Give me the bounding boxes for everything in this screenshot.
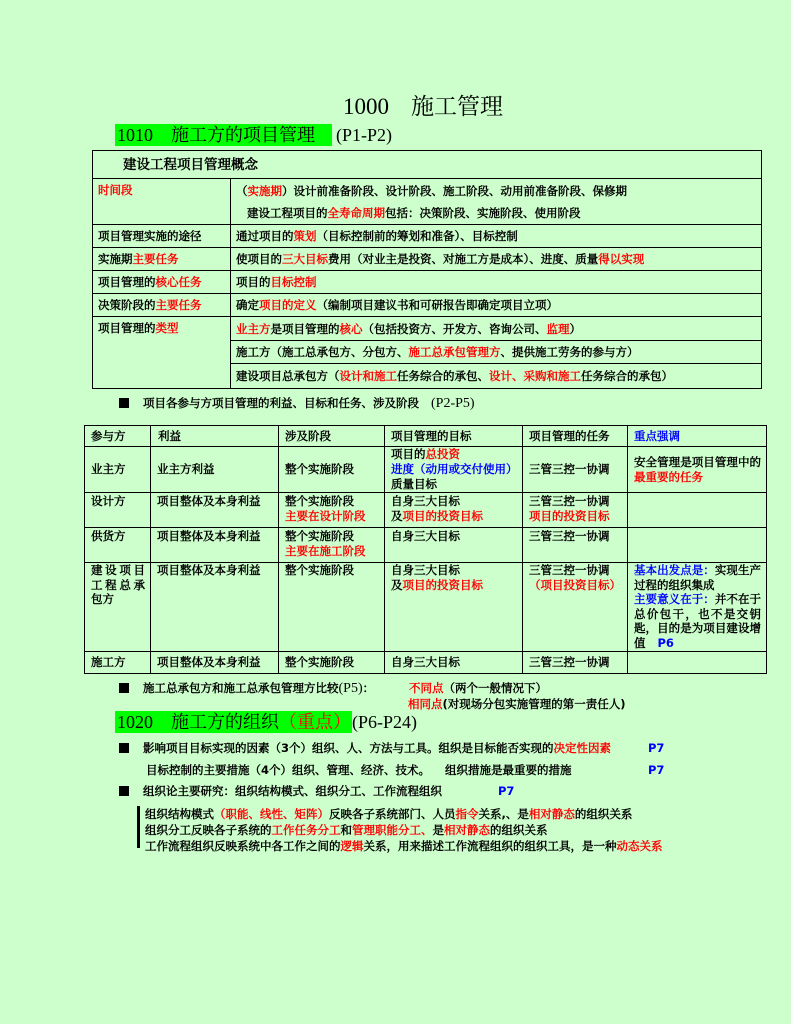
cell-task [523, 563, 628, 652]
header-goal: 项目管理的目标 [385, 426, 523, 447]
text-run: 施工方（施工总承包方、分包方、 [236, 345, 409, 359]
section-1010-number: 1010 [117, 125, 153, 145]
participant-row [85, 651, 767, 673]
cell-party [85, 447, 151, 493]
section-1020-number: 1020 [117, 712, 153, 732]
cell-task [523, 447, 628, 493]
text-run: （两个一般情况下） [443, 681, 547, 695]
text-run: 项目的 [236, 275, 271, 289]
text-run: 工作任务分工 [271, 823, 341, 837]
cell-line: 项目整体及本身利益 [157, 654, 261, 669]
factors-bullet [119, 740, 611, 756]
concept-table [92, 150, 762, 389]
header-interest: 利益 [151, 426, 279, 447]
text-run: P6 [657, 635, 674, 650]
text-run: 建设工程项目的 [247, 205, 328, 220]
cell-line: 项目整体及本身利益 [157, 529, 261, 543]
header-emphasis: 重点强调 [628, 426, 767, 447]
bullet-icon [119, 743, 129, 753]
decision-task-row [93, 294, 762, 317]
org-theory-page-ref: P7 [498, 784, 515, 798]
text-run: 主要任务 [155, 298, 202, 312]
text-run: 项目的投资目标 [529, 509, 610, 523]
org-theory-bullet [119, 783, 442, 799]
cell-line [391, 462, 517, 477]
cell-interest [151, 563, 279, 652]
implementation-period-line [236, 180, 761, 202]
text-run: 类型 [155, 321, 179, 335]
implementation-task-row [93, 248, 762, 271]
implementation-task-label [93, 248, 231, 271]
text-run: 包括：决策阶段、实施阶段、使用阶段 [385, 205, 581, 220]
header-stage: 涉及阶段 [279, 426, 385, 447]
bullet-icon [119, 786, 129, 796]
section-1010-title: 施工方的项目管理 [171, 125, 315, 145]
text-run: 三大目标 [282, 252, 328, 266]
decision-task-value [231, 294, 762, 317]
section-1010-pages: (P1-P2) [336, 125, 393, 145]
cell-line: 自身三大目标 [391, 563, 460, 577]
core-task-label [93, 271, 231, 294]
cell-emphasis [628, 493, 767, 528]
types-row [93, 317, 762, 341]
cell-line: 自身三大目标 [391, 494, 460, 508]
approach-value [231, 225, 762, 248]
cell-line [529, 578, 622, 593]
text-run: 实施期 [98, 252, 133, 266]
participants-table [84, 425, 767, 674]
text-run: 确定 [236, 298, 259, 312]
cell-party [85, 563, 151, 652]
cell-emphasis [628, 528, 767, 563]
type-owner [231, 317, 762, 341]
cell-party [85, 493, 151, 528]
text-run: 组织结构模式 [145, 807, 214, 821]
cell-stage [279, 493, 385, 528]
concept-table-header: 建设工程项目管理概念 [93, 151, 762, 179]
text-run: 通过项目的 [236, 229, 294, 243]
text-run: 动态关系 [616, 839, 663, 853]
text-run: 项目的定义 [259, 298, 317, 312]
cell-line: 整个实施阶段 [285, 563, 354, 577]
page-title-number: 1000 [343, 94, 389, 119]
cell-line: 三管三控一协调 [529, 654, 610, 669]
cell-line: 供货方 [91, 529, 126, 543]
control-measures-page-ref: P7 [648, 763, 665, 777]
text-run: ）设计前准备阶段、设计阶段、施工阶段、动用前准备阶段、保修期 [282, 183, 627, 198]
control-measures-text: 目标控制的主要措施（4个）组织、管理、经济、技术。 [146, 763, 430, 777]
org-details-bar [137, 806, 140, 848]
text-run: 任务综合的承包） [581, 369, 673, 383]
cell-line [634, 592, 761, 650]
text-run: 项目的投资目标 [402, 509, 483, 523]
text-run: 基本出发点是： [634, 563, 715, 577]
text-run: 决定性因素 [553, 741, 611, 755]
text-run: ： [362, 681, 375, 695]
text-run: 使项目的 [236, 252, 282, 266]
concept-table-body [93, 151, 762, 389]
cell-line [634, 455, 761, 485]
page-title-text: 施工管理 [411, 94, 503, 119]
types-label [93, 317, 231, 389]
text-run: 施工总承包管理方 [408, 345, 501, 359]
factors-text [143, 741, 611, 755]
org-division-line [145, 822, 548, 838]
text-run: (P5) [338, 681, 363, 696]
cell-line [391, 578, 517, 593]
cell-line [529, 509, 622, 524]
implementation-task-value [231, 248, 762, 271]
text-run: 反映各子系统部门、人员 [329, 807, 456, 821]
text-run: 项目管理的 [98, 321, 156, 335]
text-run: 并不在于总价包干，也不是交钥匙，目的是为项目建设增值 [634, 592, 762, 650]
text-run: （职能、线性、矩阵） [214, 807, 329, 821]
section-1010-highlight [115, 124, 332, 146]
text-run: 相同点 [408, 697, 443, 711]
participants-header-row [85, 426, 767, 447]
text-run: 项目的投资目标 [402, 577, 483, 592]
text-run: 影响项目目标实现的因素（3个）组织、人、方法与工具。组织是目标能否实现的 [143, 741, 554, 755]
text-run: 及 [391, 509, 403, 523]
bullet-icon [119, 398, 129, 408]
participant-row [85, 493, 767, 528]
text-run: 不同点 [409, 681, 444, 695]
participants-bullet-pages: (P2-P5) [431, 396, 475, 411]
cell-line: 三管三控一协调 [529, 529, 610, 543]
lifecycle-line [236, 202, 761, 224]
text-run: 和 [340, 823, 352, 837]
cell-line: 施工方 [91, 654, 126, 669]
participant-row [85, 528, 767, 563]
text-run: 指令 [455, 807, 479, 821]
cell-line: 质量目标 [391, 477, 437, 491]
org-theory-text: 组织论主要研究：组织结构模式、组织分工、工作流程组织 [143, 784, 442, 798]
cell-stage [279, 651, 385, 673]
cell-stage [279, 528, 385, 563]
cell-line [634, 563, 761, 592]
cell-line [391, 447, 517, 462]
text-run: 及 [391, 577, 403, 592]
section-1020-heading [115, 711, 417, 733]
text-run: （编制项目建议书和可研报告即确定项目立项） [316, 298, 558, 312]
text-run: 关系，用来描述工作流程组织的组织工具，是一种 [363, 839, 617, 853]
text-run: 主要意义在于： [634, 592, 715, 607]
type-contractor [231, 341, 762, 364]
text-run: 逻辑 [340, 839, 364, 853]
comparison-similarity [408, 696, 626, 712]
comparison-difference [409, 680, 547, 696]
text-run: 监理 [546, 321, 570, 336]
text-run: 关系,、是 [478, 807, 529, 821]
period-value [231, 179, 762, 225]
concept-header-row [93, 151, 762, 179]
text-run: 设计和施工 [339, 369, 397, 383]
cell-line [285, 509, 379, 524]
text-run: 施工总承包方和施工总承包管理方比较 [143, 681, 339, 695]
text-run: 主要在施工阶段 [285, 544, 366, 558]
participants-table-body [85, 447, 767, 674]
text-run: 得以实现 [598, 252, 645, 266]
cell-task [523, 493, 628, 528]
cell-line [285, 544, 379, 559]
comparison-text [143, 681, 374, 695]
text-run: 决策阶段的 [98, 298, 156, 312]
text-run: 费用（对业主是投资、对施工方是成本）、进度、质量 [328, 252, 599, 266]
text-run: 目标控制 [270, 275, 317, 289]
text-run: 建设项目总承包方（ [236, 369, 340, 383]
core-task-value [231, 271, 762, 294]
workflow-line [145, 838, 663, 854]
text-run: 核心 [339, 321, 363, 336]
cell-party [85, 651, 151, 673]
cell-line: 项目整体及本身利益 [157, 494, 261, 508]
text-run: 设计、采购和施工 [489, 369, 581, 383]
cell-goal [385, 493, 523, 528]
text-run: 的组织关系 [490, 823, 548, 837]
core-task-row [93, 271, 762, 294]
cell-interest [151, 651, 279, 673]
approach-row [93, 225, 762, 248]
cell-line: 三管三控一协调 [529, 563, 610, 577]
factors-page-ref: P7 [648, 741, 665, 755]
type-general-contractor [231, 364, 762, 389]
text-run: 管理职能分工、 [352, 823, 433, 837]
cell-line: 项目整体及本身利益 [157, 563, 261, 577]
text-run: 时间段 [98, 183, 133, 197]
cell-interest [151, 528, 279, 563]
approach-label [93, 225, 231, 248]
header-task: 项目管理的任务 [523, 426, 628, 447]
section-1020-pages: (P6-P24) [352, 712, 418, 732]
text-run: 项目管理的 [98, 275, 156, 289]
text-run: 安全管理是项目管理中的 [634, 454, 761, 469]
cell-line: 建设项目工程总承包方 [91, 563, 145, 607]
text-run: 是 [432, 823, 444, 837]
cell-stage [279, 563, 385, 652]
org-structure-line [145, 806, 632, 822]
text-run: 总投资 [425, 447, 460, 461]
period-label [93, 179, 231, 225]
cell-task [523, 651, 628, 673]
cell-line: 自身三大目标 [391, 654, 460, 669]
text-run: 主要任务 [132, 252, 179, 266]
text-run: 相对静态 [528, 807, 575, 821]
cell-line: 整个实施阶段 [285, 654, 354, 669]
cell-emphasis [628, 651, 767, 673]
cell-goal [385, 651, 523, 673]
section-1010-heading [115, 124, 392, 146]
comparison-bullet [119, 680, 374, 696]
text-run: 核心任务 [155, 275, 202, 289]
text-run: 全寿命周期 [327, 205, 385, 220]
bullet-icon [119, 683, 129, 693]
text-run: ） [569, 321, 581, 336]
text-run: 相对静态 [444, 823, 490, 837]
cell-goal [385, 447, 523, 493]
page-title [343, 92, 503, 122]
text-run: 策划 [293, 229, 317, 243]
cell-party [85, 528, 151, 563]
cell-interest [151, 447, 279, 493]
cell-emphasis [628, 447, 767, 493]
text-run: （目标控制前的筹划和准备）、目标控制 [316, 229, 518, 243]
text-run: 项目的 [391, 447, 426, 461]
text-run: 项目管理实施的途径 [98, 229, 202, 243]
participants-bullet-text: 项目各参与方项目管理的利益、目标和任务、涉及阶段 [143, 396, 419, 410]
cell-task [523, 528, 628, 563]
control-measures-note: 组织措施是最重要的措施 [445, 763, 572, 777]
text-run: 、提供施工劳务的参与方） [500, 345, 639, 359]
cell-interest [151, 493, 279, 528]
participants-bullet [119, 395, 475, 411]
text-run: （包括投资方、开发方、咨询公司、 [362, 321, 547, 336]
text-run: 组织分工反映各子系统的 [145, 823, 272, 837]
text-run: 是项目管理的 [270, 321, 340, 336]
text-run: 实现生产过程的组织集成 [634, 563, 762, 592]
cell-stage [279, 447, 385, 493]
period-row [93, 179, 762, 225]
cell-line: 整个实施阶段 [285, 462, 354, 476]
participant-row [85, 563, 767, 652]
header-party: 参与方 [85, 426, 151, 447]
text-run: （项目投资目标） [529, 577, 621, 592]
cell-goal [385, 563, 523, 652]
text-run: （ [236, 183, 248, 198]
cell-line: 三管三控一协调 [529, 494, 610, 508]
text-run: 实施期 [247, 183, 282, 198]
text-run: 最重要的任务 [634, 469, 703, 484]
cell-line: 业主方 [91, 462, 126, 476]
participant-row [85, 447, 767, 493]
cell-line: 设计方 [91, 494, 126, 508]
text-run: 进度（动用或交付使用） [391, 462, 518, 476]
participants-table-head [85, 426, 767, 447]
cell-line: 自身三大目标 [391, 529, 460, 543]
cell-line: 三管三控一协调 [529, 462, 610, 476]
section-1020-title: 施工方的组织 [171, 712, 279, 732]
cell-line: 整个实施阶段 [285, 529, 354, 543]
section-1020-emphasis: （重点） [279, 712, 351, 732]
section-1020-highlight [115, 711, 352, 733]
cell-goal [385, 528, 523, 563]
text-run: 工作流程组织反映系统中各工作之间的 [145, 839, 341, 853]
cell-line: 整个实施阶段 [285, 494, 354, 508]
cell-line: 业主方利益 [157, 462, 215, 476]
text-run: 主要在设计阶段 [285, 509, 366, 523]
text-run: 的组织关系 [574, 807, 633, 821]
decision-task-label [93, 294, 231, 317]
text-run: 业主方 [236, 321, 271, 336]
text-run: (对现场分包实施管理的第一责任人) [442, 697, 626, 711]
cell-emphasis [628, 563, 767, 652]
text-run: 任务综合的承包、 [397, 369, 489, 383]
cell-line [391, 509, 517, 524]
